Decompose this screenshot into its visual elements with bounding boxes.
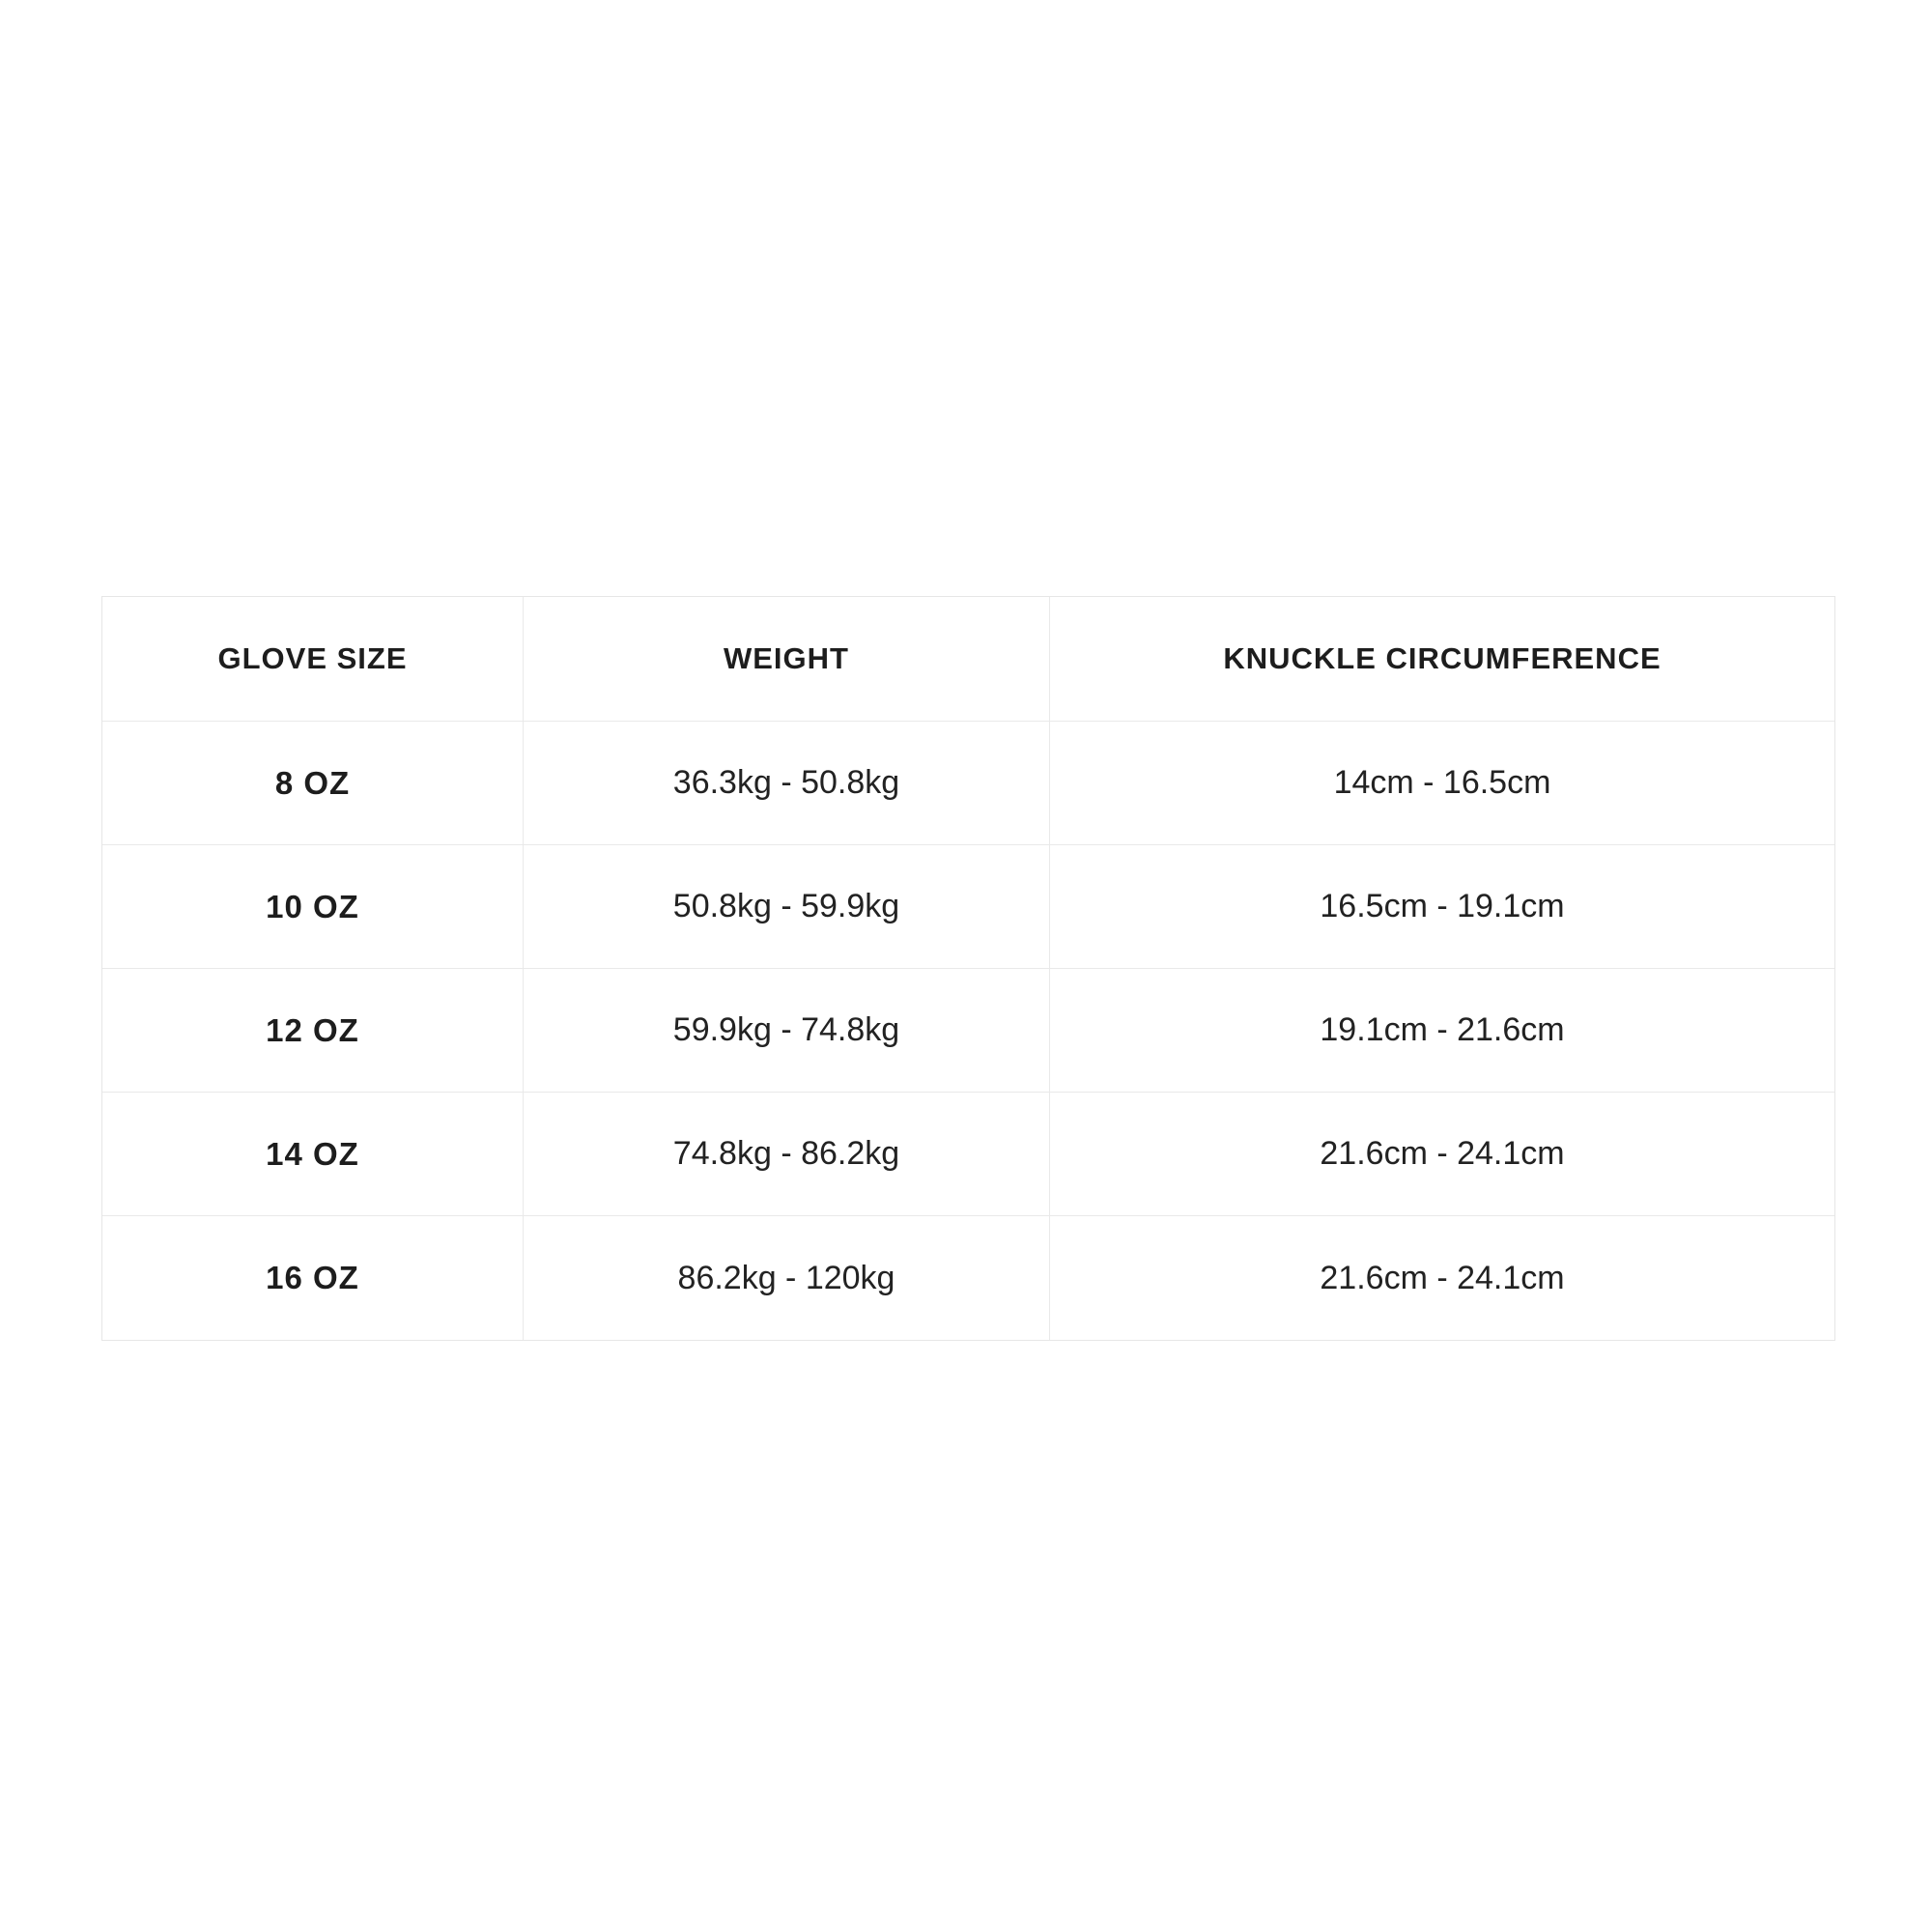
- knuckle-circumference-cell: 16.5cm - 19.1cm: [1050, 845, 1834, 969]
- weight-cell: 59.9kg - 74.8kg: [524, 969, 1050, 1093]
- glove-size-cell: 10 OZ: [102, 845, 524, 969]
- weight-cell: 86.2kg - 120kg: [524, 1216, 1050, 1340]
- glove-size-chart-table: [101, 596, 1835, 1341]
- glove-size-cell: 14 OZ: [102, 1093, 524, 1216]
- knuckle-circumference-cell: 21.6cm - 24.1cm: [1050, 1093, 1834, 1216]
- glove-size-cell: 12 OZ: [102, 969, 524, 1093]
- weight-cell: 36.3kg - 50.8kg: [524, 722, 1050, 845]
- knuckle-circumference-cell: 19.1cm - 21.6cm: [1050, 969, 1834, 1093]
- weight-cell: 74.8kg - 86.2kg: [524, 1093, 1050, 1216]
- column-header-knuckle-circumference: KNUCKLE CIRCUMFERENCE: [1050, 597, 1834, 722]
- knuckle-circumference-cell: 21.6cm - 24.1cm: [1050, 1216, 1834, 1340]
- knuckle-circumference-cell: 14cm - 16.5cm: [1050, 722, 1834, 845]
- glove-size-cell: 8 OZ: [102, 722, 524, 845]
- column-header-glove-size: GLOVE SIZE: [102, 597, 524, 722]
- column-header-weight: WEIGHT: [524, 597, 1050, 722]
- glove-size-cell: 16 OZ: [102, 1216, 524, 1340]
- weight-cell: 50.8kg - 59.9kg: [524, 845, 1050, 969]
